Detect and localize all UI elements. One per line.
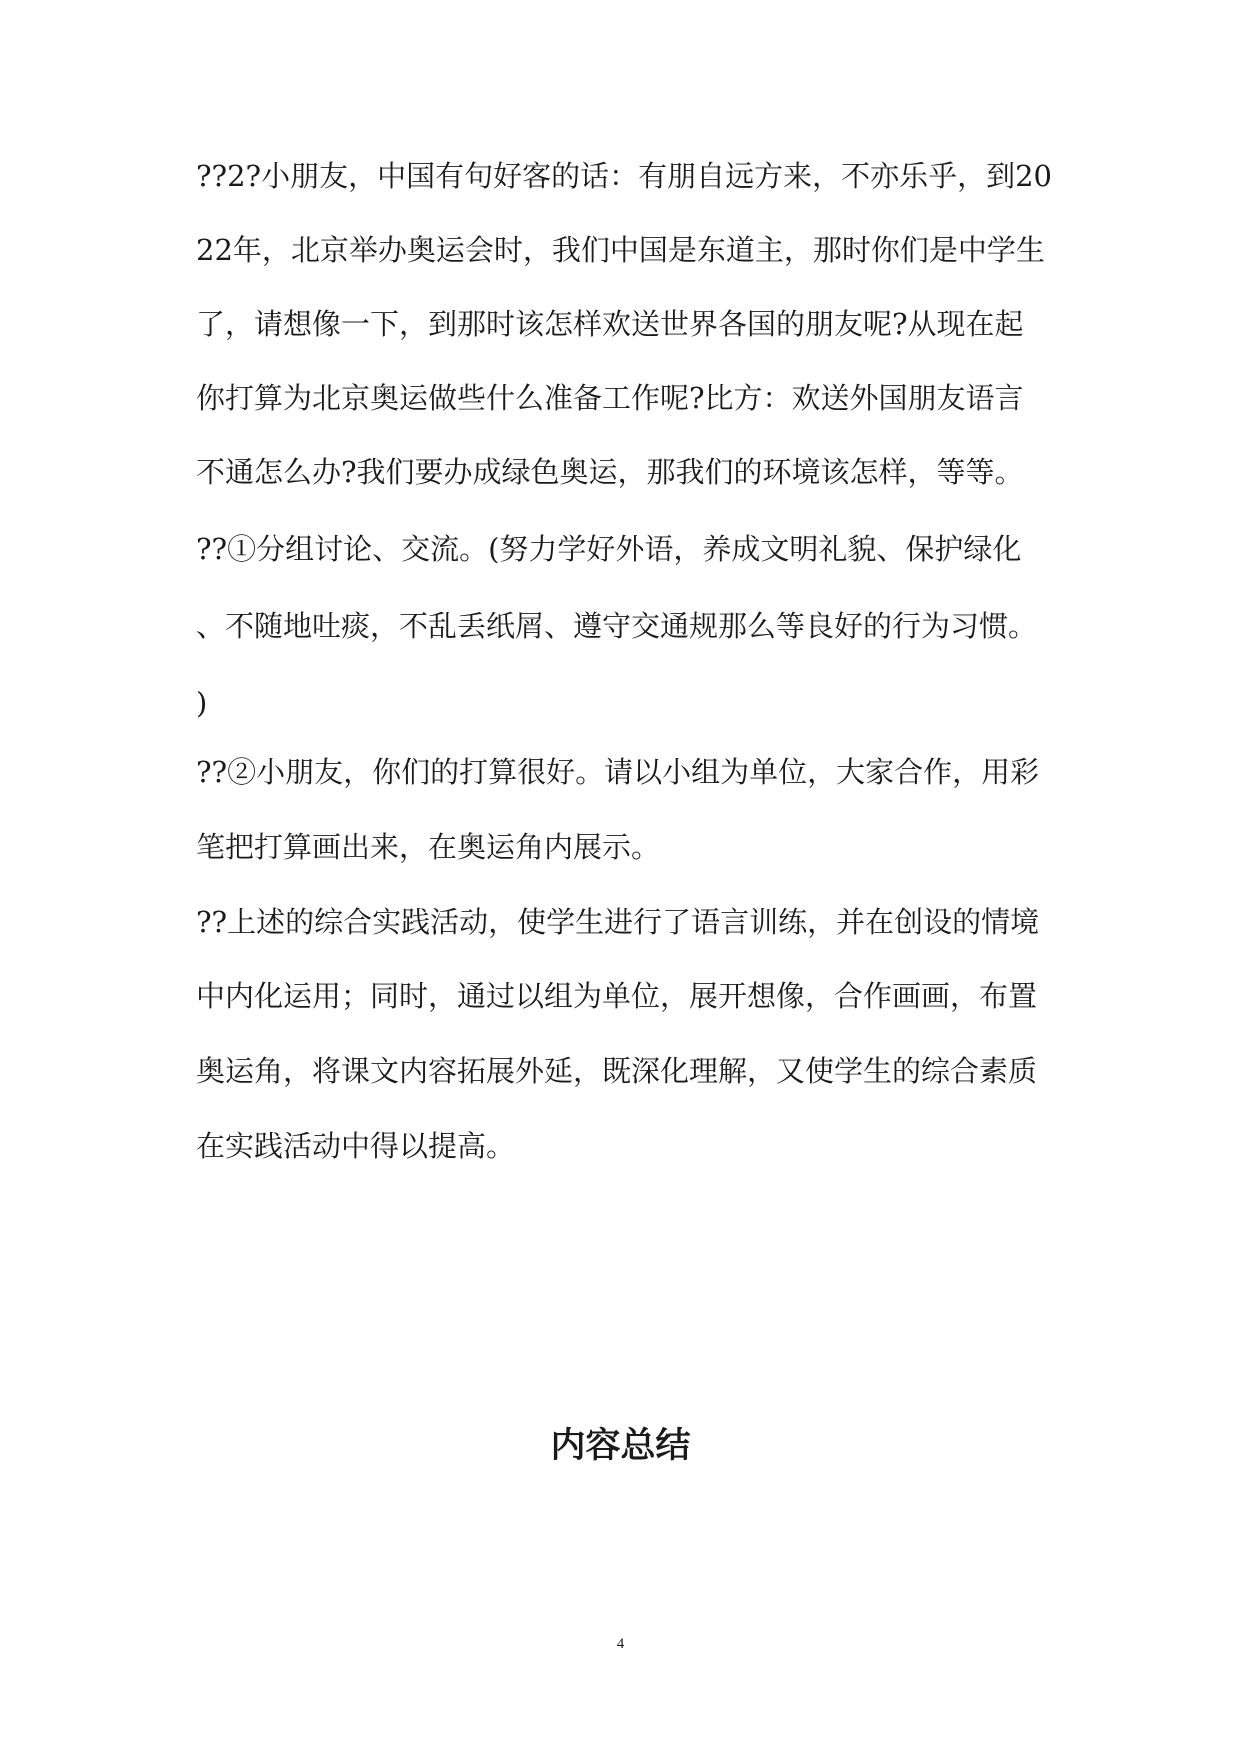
- body-line: ??2?小朋友，中国有句好客的话：有朋自远方来，不亦乐乎，到20: [196, 159, 1052, 193]
- body-line: 在实践活动中得以提高。: [196, 1129, 516, 1163]
- body-line: ): [196, 686, 208, 720]
- body-line: ??①分组讨论、交流。(努力学好外语，养成文明礼貌、保护绿化: [196, 532, 1022, 566]
- section-title: 内容总结: [550, 1426, 691, 1466]
- body-line: 不通怎么办?我们要办成绿色奥运，那我们的环境该怎样，等等。: [196, 455, 1024, 489]
- body-line: 了，请想像一下，到那时该怎样欢送世界各国的朋友呢?从现在起: [196, 307, 1024, 341]
- page-number: 4: [616, 1636, 625, 1652]
- body-line: ??②小朋友，你们的打算很好。请以小组为单位，大家合作，用彩: [196, 755, 1040, 789]
- body-line: 、不随地吐痰，不乱丢纸屑、遵守交通规那么等良好的行为习惯。: [196, 609, 1038, 643]
- body-line: 笔把打算画出来，在奥运角内展示。: [196, 830, 661, 864]
- body-line: 中内化运用；同时，通过以组为单位，展开想像，合作画画，布置: [196, 979, 1038, 1013]
- body-line: 奥运角，将课文内容拓展外延，既深化理解，又使学生的综合素质: [196, 1054, 1038, 1088]
- body-line: 22年，北京举办奥运会时，我们中国是东道主，那时你们是中学生: [196, 233, 1045, 267]
- body-line: 你打算为北京奥运做些什么准备工作呢?比方：欢送外国朋友语言: [196, 381, 1024, 415]
- body-line: ??上述的综合实践活动，使学生进行了语言训练，并在创设的情境: [196, 905, 1040, 939]
